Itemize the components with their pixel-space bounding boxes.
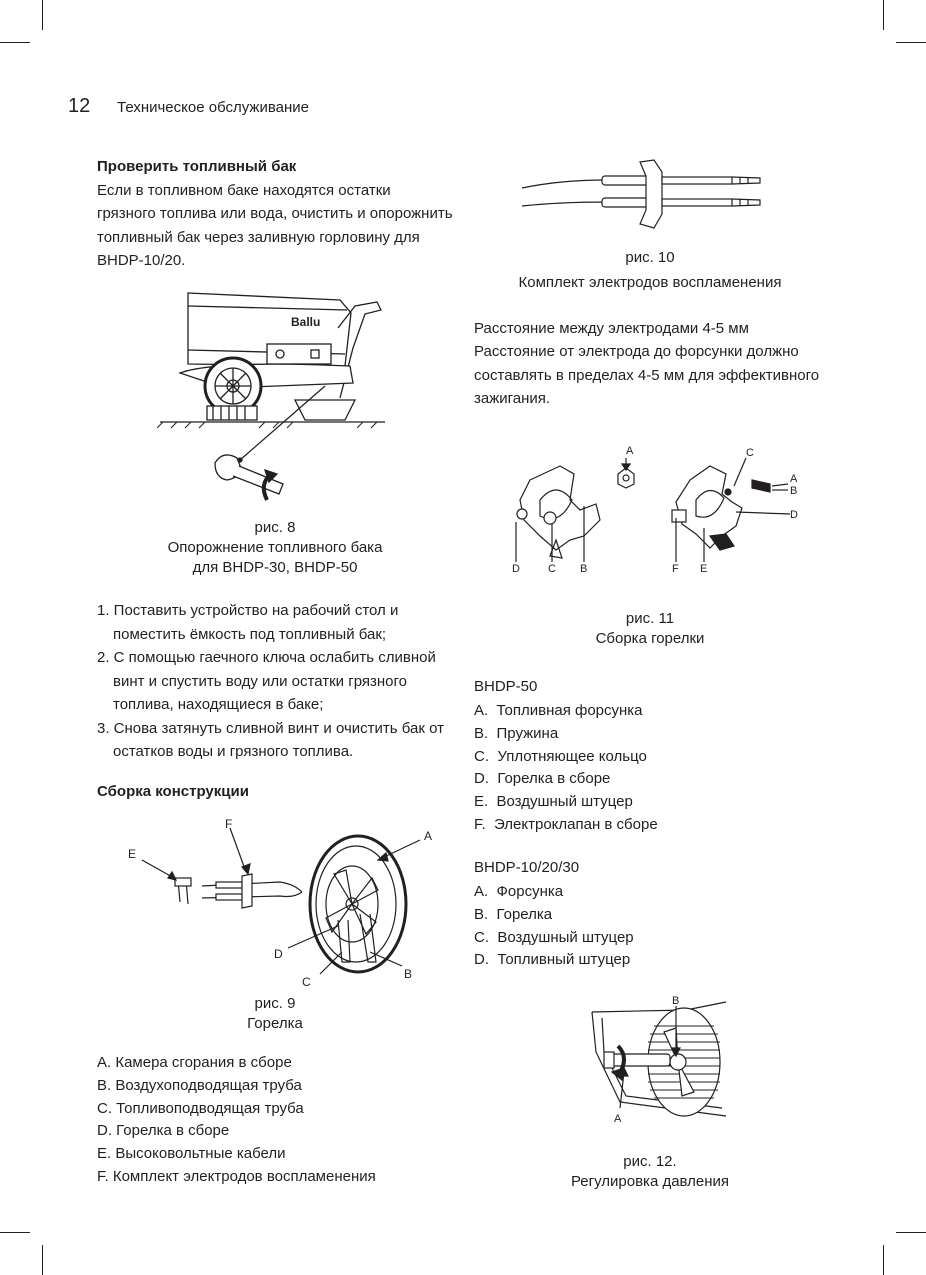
figure-8-heater-drain	[155, 288, 395, 513]
electrode-distance-text	[474, 317, 834, 411]
fig8-caption-line2: для BHDP-30, BHDP-50	[192, 559, 358, 576]
crop-mark	[0, 42, 30, 43]
electrode-gap-text: Расстояние между электродами 4-5 мм	[474, 320, 749, 337]
legend-item: E. Высоковольтные кабели	[97, 1145, 286, 1163]
legend-item: D. Топливный штуцер	[474, 951, 631, 969]
fig9-label-b: B	[404, 967, 413, 981]
fig9-caption-title: Горелка	[247, 1015, 303, 1032]
figure-11-burner-assembly	[500, 440, 820, 580]
legend-item: B. Воздухоподводящая труба	[97, 1076, 302, 1094]
legend-item: C. Уплотняющее кольцо	[474, 747, 647, 765]
legend-item: B. Горелка	[474, 905, 553, 923]
fig11-caption-title: Сборка горелки	[595, 630, 705, 647]
bhdp102030-section	[474, 859, 834, 972]
fig8-caption-number: рис. 8	[254, 519, 296, 536]
fig10-caption	[480, 245, 820, 295]
step-item: 2. С помощью гаечного ключа ослабить сливной винт и спустить воду или остатки грязного топлива, находящиеся в баке;	[97, 649, 436, 713]
fig8-brand-logo: Ballu	[291, 315, 321, 329]
fig11-caption	[550, 609, 750, 649]
fuel-tank-heading: Проверить топливный бак	[97, 158, 297, 175]
fig9-label-a: A	[424, 829, 433, 843]
legend-item: D. Горелка в сборе	[474, 770, 611, 788]
figure-12-pressure-adjustment	[590, 992, 740, 1127]
bhdp50-list	[474, 700, 834, 837]
legend-item: A. Камера сгорания в сборе	[97, 1054, 292, 1071]
bhdp102030-list	[474, 881, 834, 972]
step-item: 1. Поставить устройство на рабочий стол и поместить ёмкость под топливный бак;	[97, 602, 399, 643]
fig11-caption-number: рис. 11	[625, 610, 675, 627]
bhdp50-title: BHDP-50	[474, 678, 538, 695]
fig10-caption-number: рис. 10	[625, 249, 675, 266]
crop-mark	[883, 1245, 884, 1275]
fig9-label-d: D	[274, 947, 283, 961]
fig8-caption-line1: Опорожнение топливного бака	[167, 539, 383, 556]
fig8-caption	[120, 518, 430, 578]
legend-item: C. Воздушный штуцер	[474, 928, 634, 946]
fig9-label-f: F	[225, 817, 233, 831]
fig11-label-e: E	[700, 563, 708, 575]
fig9-caption	[170, 994, 380, 1034]
fig11-label-f: F	[672, 563, 679, 575]
electrode-nozzle-gap-text: Расстояние от электрода до форсунки должно составлять в пределах 4-5 мм для эффективного зажигания.	[474, 343, 820, 408]
fuel-tank-text: Если в топливном баке находятся остатки грязного топлива или вода, очистить и опорожнить топливный бак через заливную горловину для BHDP-10/20.	[97, 182, 453, 270]
legend-item: E. Воздушный штуцер	[474, 793, 633, 811]
legend-item: A. Топливная форсунка	[474, 702, 643, 719]
legend-item: F. Комплект электродов воспламенения	[97, 1167, 376, 1185]
fig9-label-c: C	[302, 975, 311, 989]
fig11-label-d: D	[512, 563, 520, 575]
crop-mark	[883, 0, 884, 30]
fig11-label-c-top: C	[746, 447, 754, 459]
legend-item: F. Электроклапан в сборе	[474, 815, 658, 833]
fig9-legend-list	[97, 1052, 437, 1189]
crop-mark	[896, 42, 926, 43]
page-number: 12	[68, 95, 91, 117]
fig12-caption-title: Регулировка давления	[570, 1173, 730, 1190]
section-title: Техническое обслуживание	[117, 99, 309, 116]
fig12-label-a: A	[614, 1113, 622, 1125]
step-item: 3. Снова затянуть сливной винт и очистить бак от остатков воды и грязного топлива.	[97, 719, 444, 760]
fig9-caption-number: рис. 9	[254, 995, 296, 1012]
crop-mark	[42, 1245, 43, 1275]
fig11-label-b-right: B	[790, 485, 798, 497]
figure-9-burner	[120, 812, 440, 992]
legend-item: C. Топливоподводящая труба	[97, 1099, 304, 1117]
legend-item: A. Форсунка	[474, 883, 564, 900]
legend-item: B. Пружина	[474, 724, 559, 742]
fig12-caption	[540, 1152, 760, 1192]
fig12-label-b: B	[672, 995, 680, 1007]
crop-mark	[42, 0, 43, 30]
fig10-caption-title: Комплект электродов воспламенения	[518, 274, 782, 291]
fig11-label-a-right: A	[790, 473, 798, 485]
fig11-label-c: C	[548, 563, 556, 575]
fig11-label-d-right: D	[790, 509, 798, 521]
crop-mark	[896, 1232, 926, 1233]
fig9-label-e: E	[128, 847, 137, 861]
fig11-label-b: B	[580, 563, 588, 575]
legend-item: D. Горелка в сборе	[97, 1122, 230, 1140]
bhdp102030-title: BHDP-10/20/30	[474, 859, 580, 876]
assembly-heading: Сборка конструкции	[97, 783, 249, 800]
figure-10-electrodes	[520, 158, 770, 238]
drain-steps-list	[97, 599, 453, 764]
fig11-label-a-top: A	[626, 445, 634, 457]
fig12-caption-number: рис. 12.	[623, 1153, 677, 1170]
crop-mark	[0, 1232, 30, 1233]
bhdp50-section	[474, 678, 834, 837]
